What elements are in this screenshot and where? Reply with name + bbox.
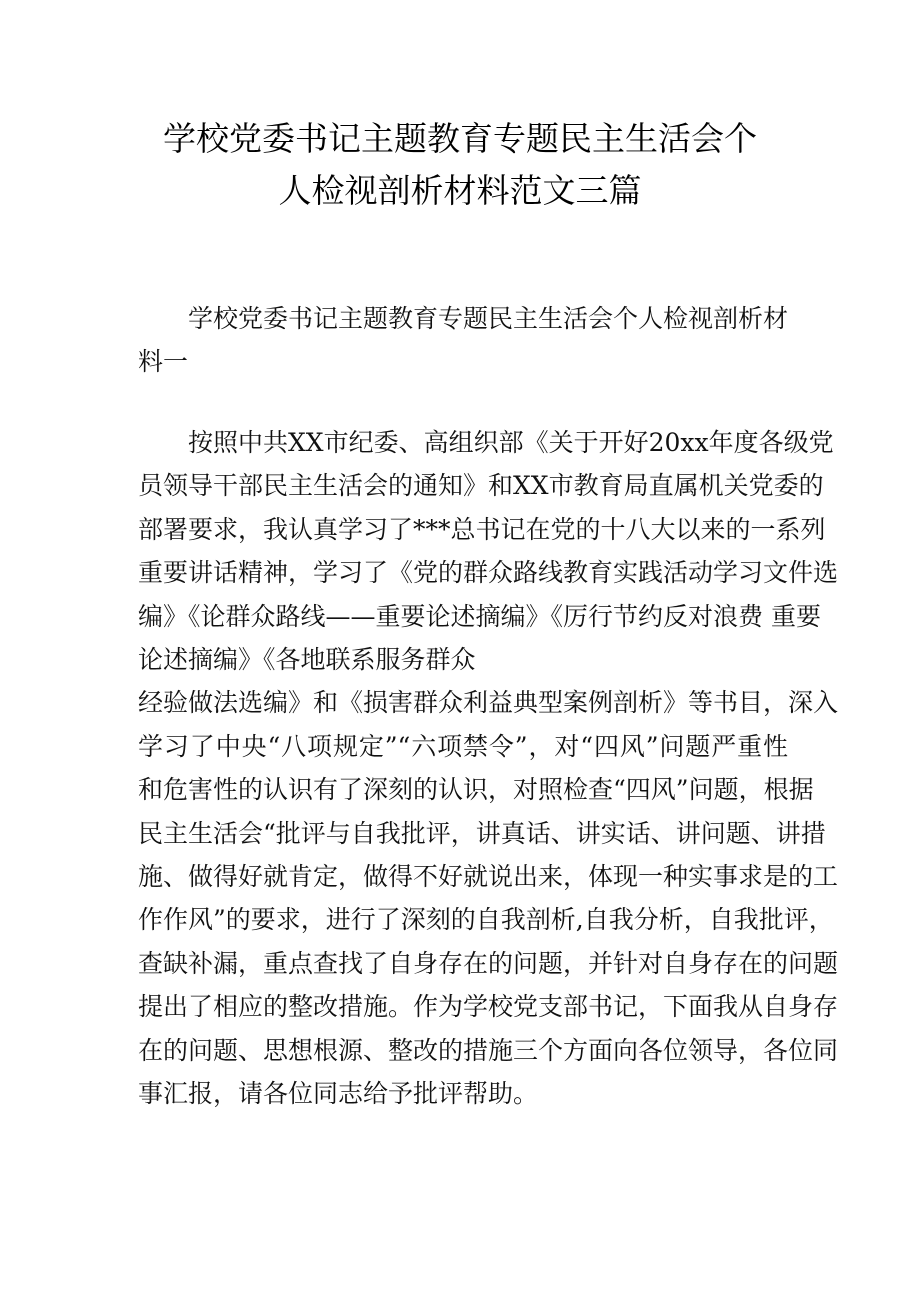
paragraph-line: 提出了相应的整改措施。作为学校党支部书记，下面我从自身存 xyxy=(138,992,839,1022)
paragraph-line: 论述摘编》《各地联系服务群众 xyxy=(138,645,476,675)
paragraph-line: 在的问题、思想根源、整改的措施三个方面向各位领导，各位同 xyxy=(138,1035,839,1065)
paragraph-line: 经验做法选编》和《损害群众利益典型案例剖析》等书目，深入 xyxy=(138,688,839,718)
paragraph-line: 员领导干部民主生活会的通知》和XX市教育局直属机关党委的 xyxy=(138,471,824,501)
paragraph-line: 部署要求，我认真学习了***总书记在党的十八大以来的一系列 xyxy=(138,514,826,544)
document-title xyxy=(0,113,920,217)
paragraph-line: 学习了中央“八项规定”“六项禁令”，对“四风”问题严重性 xyxy=(138,731,788,761)
paragraph-line: 按照中共XX市纪委、高组织部《关于开好20xx年度各级党 xyxy=(188,428,834,457)
body-paragraph xyxy=(138,421,839,1116)
paragraph-line: 施、做得好就肯定，做得不好就说出来，体现一种实事求是的工 xyxy=(138,862,839,892)
paragraph-line: 作作风”的要求，进行了深刻的自我剖析,自我分析，自我批评， xyxy=(138,905,834,935)
paragraph-line: 编》《论群众路线——重要论述摘编》《厉行节约反对浪费 重要 xyxy=(138,601,821,631)
title-line-1: 学校党委书记主题教育专题民主生活会个 xyxy=(163,119,757,158)
paragraph-line: 民主生活会“批评与自我批评，讲真话、讲实话、讲问题、讲措 xyxy=(138,818,826,848)
section-subheading: 学校党委书记主题教育专题民主生活会个人检视剖析材料一 xyxy=(138,304,789,376)
paragraph-line: 查缺补漏，重点查找了自身存在的问题，并针对自身存在的问题 xyxy=(138,948,839,978)
paragraph-line: 事汇报，请各位同志给予批评帮助。 xyxy=(138,1079,539,1109)
paragraph-line: 重要讲话精神，学习了《党的群众路线教育实践活动学习文件选 xyxy=(138,558,839,588)
title-line-2: 人检视剖析材料范文三篇 xyxy=(278,171,642,210)
paragraph-line: 和危害性的认识有了深刻的认识，对照检查“四风”问题，根据 xyxy=(138,775,814,805)
